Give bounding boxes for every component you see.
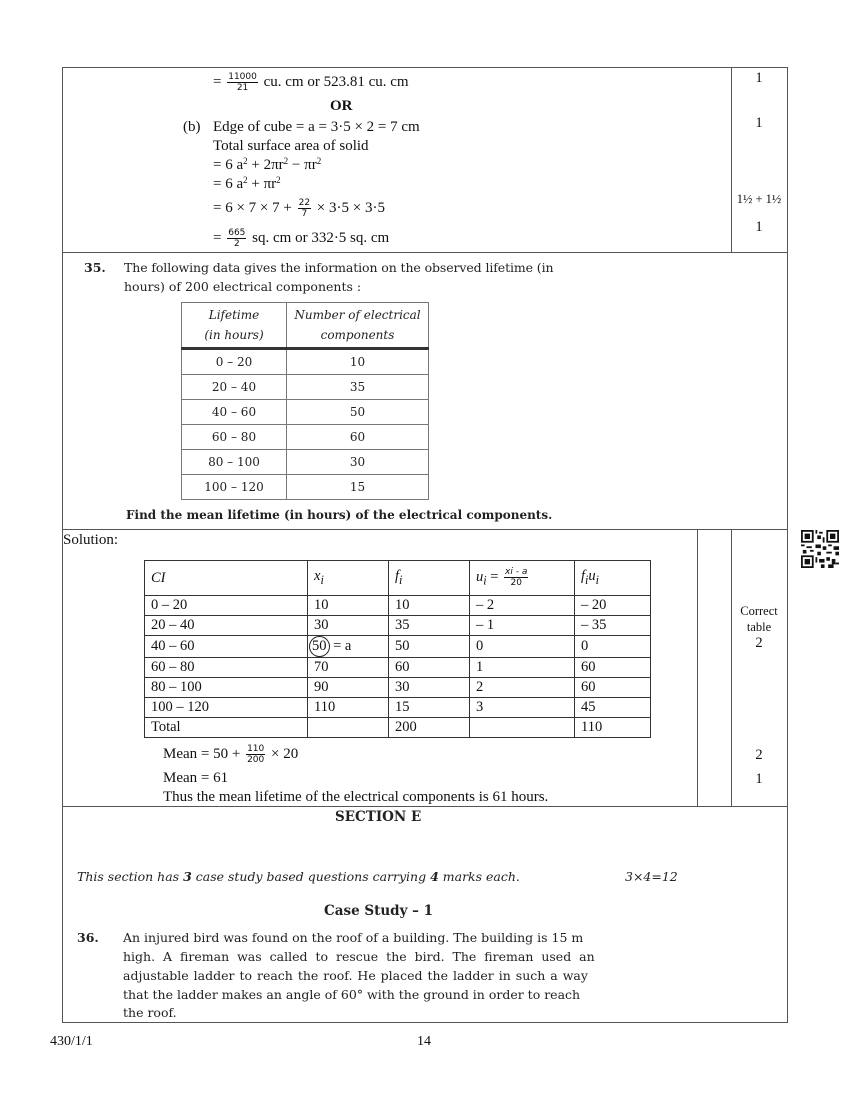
table-row (182, 450, 429, 475)
eq-sign: = (490, 568, 499, 585)
instruction-text: case study based questions carrying (191, 869, 431, 884)
cell: 30 (389, 678, 470, 698)
header-text: u (476, 568, 484, 585)
q34-line-b6 (213, 228, 389, 249)
cell: 35 (287, 375, 429, 400)
instruction-marks: 4 (430, 869, 439, 884)
cell: 200 (389, 718, 470, 738)
cell: 0 – 20 (182, 349, 287, 375)
cell: 20 – 40 (145, 616, 308, 636)
fraction-num: xi - a (505, 566, 528, 577)
header-text: f (395, 567, 400, 584)
q34-volume-line (213, 72, 409, 93)
q36-line: the roof. (123, 1005, 177, 1020)
q34-line-b1: Edge of cube = a = 3·5 × 2 = 7 cm (213, 119, 420, 135)
cell: 100 – 120 (145, 698, 308, 718)
cell: – 2 (470, 596, 575, 616)
subscript: i (483, 573, 487, 588)
fraction-den: 7 (301, 209, 308, 219)
mean-result-line: Mean = 61 (163, 770, 229, 786)
q34-line-b3: = 6 $a^2 + 2\pi r^2 - \pi r^2$ (213, 156, 322, 173)
cell: 0 (470, 636, 575, 658)
table-row (182, 400, 429, 425)
header-line: Lifetime (208, 308, 260, 322)
footer-code: 430/1/1 (50, 1034, 93, 1049)
q35-number: 35. (84, 260, 106, 275)
cell: 110 (575, 718, 651, 738)
mark-value: 1 (755, 219, 763, 235)
table-row (182, 425, 429, 450)
row-divider-1 (62, 252, 788, 253)
fraction-den: 2 (233, 239, 240, 249)
part-b-label: (b) (183, 119, 201, 135)
header-fiui (575, 561, 651, 596)
cell: Total (145, 718, 308, 738)
instruction-text: marks each. (438, 869, 520, 884)
mark-value: 1 (755, 115, 763, 131)
or-label: OR (330, 98, 353, 114)
header-line: (in hours) (204, 328, 264, 342)
q36-line: that the ladder makes an angle of 60° with the ground in order to reach (123, 987, 581, 1002)
table-row (182, 375, 429, 400)
marks-divider-solution-b (731, 529, 732, 806)
cell: 40 – 60 (182, 400, 287, 425)
case-study-title: Case Study – 1 (324, 903, 434, 919)
fraction-den: 200 (247, 755, 265, 765)
table-row (145, 698, 651, 718)
q35-question: Find the mean lifetime (in hours) of the electrical components. (126, 508, 553, 522)
cell: 100 – 120 (182, 475, 287, 500)
cell: 80 – 100 (145, 678, 308, 698)
cell (308, 718, 389, 738)
header-text: x (314, 567, 321, 584)
table-header-row (182, 303, 429, 349)
cell: 3 (470, 698, 575, 718)
cell: 40 – 60 (145, 636, 308, 658)
cell (470, 718, 575, 738)
cell: 10 (389, 596, 470, 616)
cell: 20 – 40 (182, 375, 287, 400)
header-line: components (320, 328, 395, 342)
fraction-num: 11000 (228, 72, 257, 82)
mark-note (731, 603, 787, 651)
cell: 60 – 80 (182, 425, 287, 450)
cell: 30 (287, 450, 429, 475)
header-ui (470, 561, 575, 596)
fraction (298, 198, 311, 219)
header-fi (389, 561, 470, 596)
expr-prefix: = 6 × 7 × 7 + (213, 199, 292, 216)
solution-table (144, 560, 651, 738)
cell: 110 (308, 698, 389, 718)
expr-suffix: × 3·5 × 3·5 (316, 199, 385, 216)
section-e-instruction (77, 869, 520, 884)
table-row (145, 658, 651, 678)
cell: 15 (389, 698, 470, 718)
table-row (145, 596, 651, 616)
cell: 30 (308, 616, 389, 636)
mark-value: 2 (755, 635, 763, 651)
frame-top (62, 67, 788, 68)
cell: 10 (308, 596, 389, 616)
q34-line-b5 (213, 198, 385, 219)
q35-data-table (181, 302, 429, 500)
conclusion-line: Thus the mean lifetime of the electrical components is 61 hours. (163, 789, 549, 805)
fraction-den: 20 (510, 577, 522, 588)
solution-label: Solution: (63, 532, 119, 548)
section-e-marks: 3×4=12 (625, 869, 678, 884)
fraction-num: 22 (298, 198, 311, 208)
table-row (145, 678, 651, 698)
fraction (504, 567, 528, 588)
fraction (227, 72, 258, 93)
cell: 10 (287, 349, 429, 375)
cell: 35 (389, 616, 470, 636)
header-text: f (581, 567, 586, 584)
header-xi (308, 561, 389, 596)
table-total-row (145, 718, 651, 738)
table-row (145, 616, 651, 636)
cell: 0 – 20 (145, 596, 308, 616)
eq-sign: = (213, 229, 222, 246)
subscript: i (399, 572, 403, 587)
q35-text-line1: The following data gives the information on the observed lifetime (in (124, 260, 554, 275)
cell: 60 – 80 (145, 658, 308, 678)
q36-number: 36. (77, 930, 99, 945)
cell-assumed-mean (308, 636, 389, 658)
q34-line-b4: = 6 $a^2 + \pi r^2$ (213, 175, 281, 192)
fraction (246, 744, 265, 765)
q34-line-b2: Total surface area of solid (213, 138, 369, 154)
header-text: CI (151, 569, 166, 586)
subscript: i (585, 572, 589, 587)
table-row (145, 636, 651, 658)
row-divider-2 (62, 529, 788, 530)
q36-line: adjustable ladder to reach the roof. He placed the ladder in such a way (123, 968, 588, 983)
table-row (182, 349, 429, 375)
fraction-den: 21 (236, 83, 249, 93)
table-header-row (145, 561, 651, 596)
volume-result: cu. cm or 523.81 cu. cm (263, 73, 409, 90)
header-ci (145, 561, 308, 596)
cell: 50 (389, 636, 470, 658)
cell: – 35 (575, 616, 651, 636)
cell: 2 (470, 678, 575, 698)
cell: 0 (575, 636, 651, 658)
q36-line: high. A fireman was called to rescue the bird. The fireman used an (123, 949, 595, 964)
frame-bottom (62, 1022, 788, 1023)
marks-divider-solution-a (697, 529, 698, 806)
cell: 15 (287, 475, 429, 500)
table-row (182, 475, 429, 500)
header-text: u (588, 567, 596, 584)
q36-line: An injured bird was found on the roof of a building. The building is 15 m (123, 930, 584, 945)
q35-text-line2: hours) of 200 electrical components : (124, 279, 362, 294)
cell: 70 (308, 658, 389, 678)
frame-right (787, 67, 788, 1023)
cell: 45 (575, 698, 651, 718)
circled-value: 50 (309, 636, 330, 657)
cell: 60 (575, 678, 651, 698)
assumed-mean-label: = a (333, 638, 352, 654)
mark-value: 1 (755, 70, 763, 86)
cell: – 20 (575, 596, 651, 616)
header-line: Number of electrical (294, 308, 421, 322)
subscript: i (320, 572, 324, 587)
cell: 60 (389, 658, 470, 678)
mark-value: 1½ + 1½ (736, 192, 782, 206)
cell: 80 – 100 (182, 450, 287, 475)
mark-value: 2 (755, 747, 763, 763)
cell: 60 (575, 658, 651, 678)
mean-formula-line (163, 744, 298, 765)
mark-note-text: Correct table (740, 604, 778, 634)
header-lifetime (182, 303, 287, 349)
fraction-num: 110 (247, 744, 265, 754)
area-result: sq. cm or 332·5 sq. cm (252, 229, 390, 246)
expr-suffix: × 20 (271, 745, 299, 762)
fraction-num: 665 (228, 228, 246, 238)
qr-code-icon (801, 530, 839, 568)
cell: 1 (470, 658, 575, 678)
subscript: i (595, 572, 599, 587)
instruction-count: 3 (183, 869, 192, 884)
cell: 90 (308, 678, 389, 698)
cell: – 1 (470, 616, 575, 636)
eq-sign: = (213, 73, 222, 90)
page-number: 14 (417, 1034, 431, 1049)
header-count (287, 303, 429, 349)
mark-value: 1 (755, 771, 763, 787)
expr-prefix: Mean = 50 + (163, 745, 241, 762)
row-divider-3 (62, 806, 788, 807)
section-e-title: SECTION E (335, 809, 422, 825)
fraction (227, 228, 246, 249)
cell: 50 (287, 400, 429, 425)
instruction-text: This section has (77, 869, 184, 884)
cell: 60 (287, 425, 429, 450)
